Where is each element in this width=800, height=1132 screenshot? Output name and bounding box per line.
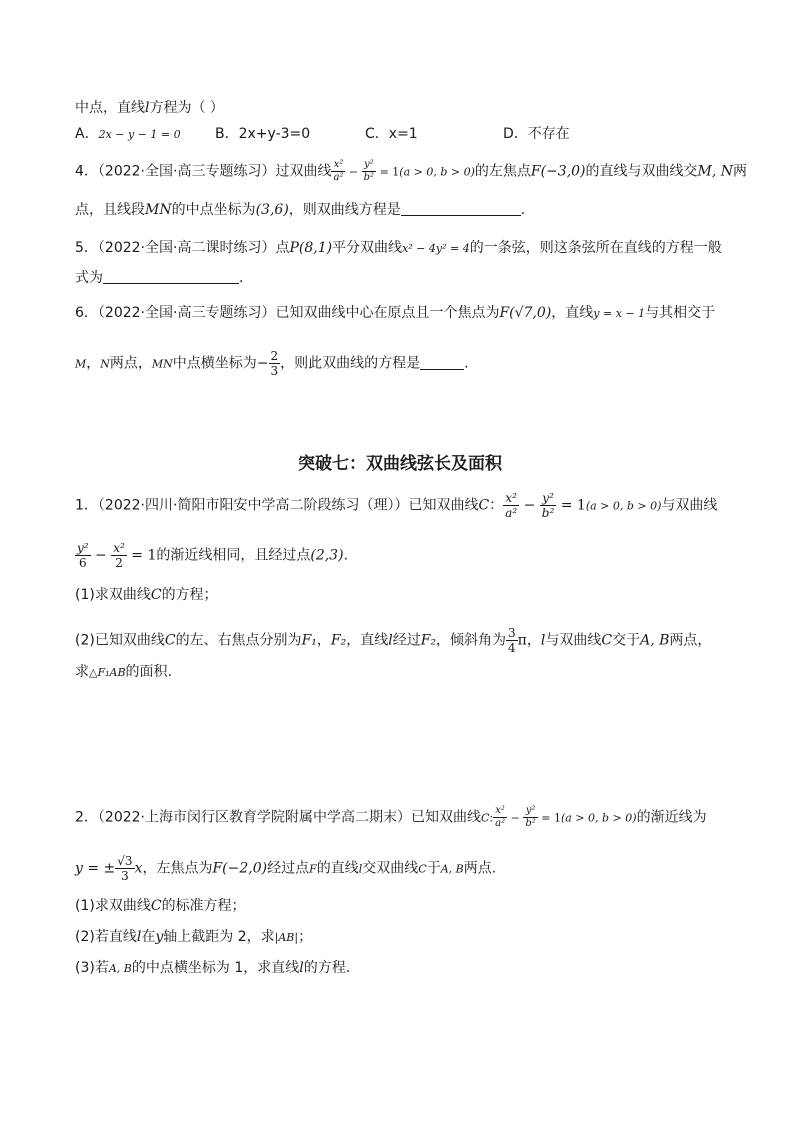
q6-number: 6． bbox=[75, 305, 98, 321]
option-b: B．2x+y-3=0 bbox=[215, 126, 311, 142]
q6-line-1: 6．（2022·全国·高三专题练习）已知双曲线中心在原点且一个焦点为F(√7,0)，直线y = x − 1与其相交于 bbox=[75, 305, 716, 321]
p2-line-2: y = ± $\frac{√3}{3}$ x，左焦点为F(−2,0)经过点F的直线l交双曲线C于A, B两点. bbox=[75, 854, 497, 883]
q6-focus: F(√7,0) bbox=[499, 305, 552, 321]
q6-source: （2022·全国·高三专题练习） bbox=[97, 305, 276, 321]
p1-frac-x2: $\frac{\text{x²}}{2}$ bbox=[113, 541, 125, 570]
q4-line-1: 4．（2022·全国·高三专题练习）过双曲线 $\frac{\text{x²}}{\text{a²}}$ − $\frac{\text{y²}}{\text{b²}}$ = 1(a > 0, b > 0)的左焦点F(−3,0)的直线与双曲线交M, N两 bbox=[75, 159, 748, 183]
option-d-value: 不存在 bbox=[527, 126, 570, 142]
p2-number: 2． bbox=[75, 809, 98, 826]
option-b-value: 2x+y-3=0 bbox=[238, 126, 311, 142]
q4-number: 4． bbox=[75, 163, 98, 180]
option-a: A．2x − y − 1 = 0 bbox=[75, 126, 181, 142]
q6-fraction: $\frac{2}{3}$ bbox=[270, 349, 279, 378]
p1-frac-y: $\frac{\text{y²}}{\text{b²}}$ bbox=[541, 491, 555, 520]
q4-line-2: 点，且线段MN的中点坐标为(3,6)，则双曲线方程是 . bbox=[75, 202, 526, 218]
p2-focus: F(−2,0) bbox=[212, 860, 268, 877]
q6-line-eq: y = x − 1 bbox=[593, 307, 646, 320]
q4-focus: F(−3,0) bbox=[530, 163, 586, 180]
q5-answer-blank bbox=[103, 269, 239, 284]
q4-source: （2022·全国·高三专题练习） bbox=[97, 163, 276, 180]
q3-tail-text: 中点，直线 bbox=[75, 100, 145, 116]
q5-line-2: 式为 . bbox=[75, 270, 244, 286]
p1-point: (2,3) bbox=[310, 547, 344, 564]
p1-line-2: $\frac{\text{y²}}{6}$ − $\frac{\text{x²}}{2}$ = 1的渐近线相同，且经过点(2,3). bbox=[77, 541, 349, 570]
p2-line-1: 2．（2022·上海市闵行区教育学院附属中学高二期末）已知双曲线C: $\frac{\text{x²}}{\text{a²}}$ − $\frac{\text{y²}}{\text{b²}}$ = 1(a > 0, b > 0)的渐近线为 bbox=[75, 805, 707, 829]
q6-answer-blank bbox=[420, 355, 464, 370]
p1-line-1: 1．（2022·四川·简阳市阳安中学高二阶段练习（理））已知双曲线C： $\frac{\text{x²}}{\text{a²}}$ − $\frac{\text{y²}}{\text{b²}}$ = 1(a > 0, b > 0)与双曲线 bbox=[75, 491, 718, 520]
p1-sub-2b: 求△F₁AB的面积. bbox=[75, 664, 172, 680]
q3-tail-line bbox=[75, 98, 224, 118]
p1-source: （2022·四川·简阳市阳安中学高二阶段练习（理）） bbox=[97, 497, 409, 514]
q5-line-1: 5．（2022·全国·高二课时练习）点P(8,1)平分双曲线x² − 4y² = 4的一条弦，则这条弦所在直线的方程一般 bbox=[75, 240, 722, 256]
q5-number: 5． bbox=[75, 240, 98, 256]
p1-triangle: △F₁AB bbox=[89, 666, 126, 679]
p2-sub-2: (2)若直线l在y轴上截距为 2，求|AB|； bbox=[75, 929, 313, 945]
q5-source: （2022·全国·高二课时练习） bbox=[97, 240, 276, 256]
option-d: D．不存在 bbox=[503, 126, 570, 142]
q4-frac-y: $\frac{\text{y²}}{\text{b²}}$ bbox=[363, 159, 375, 183]
p2-frac-x: $\frac{\text{x²}}{\text{a²}}$ bbox=[495, 805, 506, 829]
q5-equation: x² − 4y² = 4 bbox=[402, 242, 470, 255]
p2-source: （2022·上海市闵行区教育学院附属中学高二期末） bbox=[97, 809, 411, 826]
p1-sub-1: (1)求双曲线C的方程； bbox=[75, 587, 218, 603]
q4-answer-blank bbox=[401, 201, 521, 216]
p1-sub-2: (2)已知双曲线C的左、右焦点分别为F₁，F₂，直线l经过F₂，倾斜角为 $\frac{3}{4}$ π，l与双曲线C交于A, B两点， bbox=[75, 626, 712, 655]
p1-frac-x: $\frac{\text{x²}}{\text{a²}}$ bbox=[505, 491, 518, 520]
q3-tail-end: 方程为（ ） bbox=[149, 100, 224, 116]
p2-asymptote-fraction: $\frac{√3}{3}$ bbox=[117, 854, 133, 883]
option-a-value: 2x − y − 1 = 0 bbox=[98, 128, 181, 141]
section-title: 突破七：双曲线弦长及面积 bbox=[298, 454, 502, 474]
var-l: l bbox=[145, 100, 150, 116]
p1-number: 1． bbox=[75, 497, 98, 514]
p2-sub-1: (1)求双曲线C的标准方程； bbox=[75, 898, 246, 914]
q3-options bbox=[75, 124, 570, 145]
p1-frac-y2: $\frac{\text{y²}}{6}$ bbox=[77, 541, 89, 570]
q4-frac-x: $\frac{\text{x²}}{\text{a²}}$ bbox=[333, 159, 344, 183]
option-c-value: x=1 bbox=[388, 126, 418, 142]
q5-point: P(8,1) bbox=[289, 240, 333, 256]
option-c: C．x=1 bbox=[365, 126, 418, 142]
p2-sub-3: (3)若A, B的中点横坐标为 1，求直线l的方程. bbox=[75, 960, 351, 976]
p2-frac-y: $\frac{\text{y²}}{\text{b²}}$ bbox=[525, 805, 536, 829]
q6-line-2: M，N两点，MN中点横坐标为− $\frac{2}{3}$ ，则此双曲线的方程是 . bbox=[75, 349, 469, 378]
q4-midpoint: (3,6) bbox=[255, 202, 289, 218]
p1-angle-fraction: $\frac{3}{4}$ bbox=[508, 626, 516, 655]
